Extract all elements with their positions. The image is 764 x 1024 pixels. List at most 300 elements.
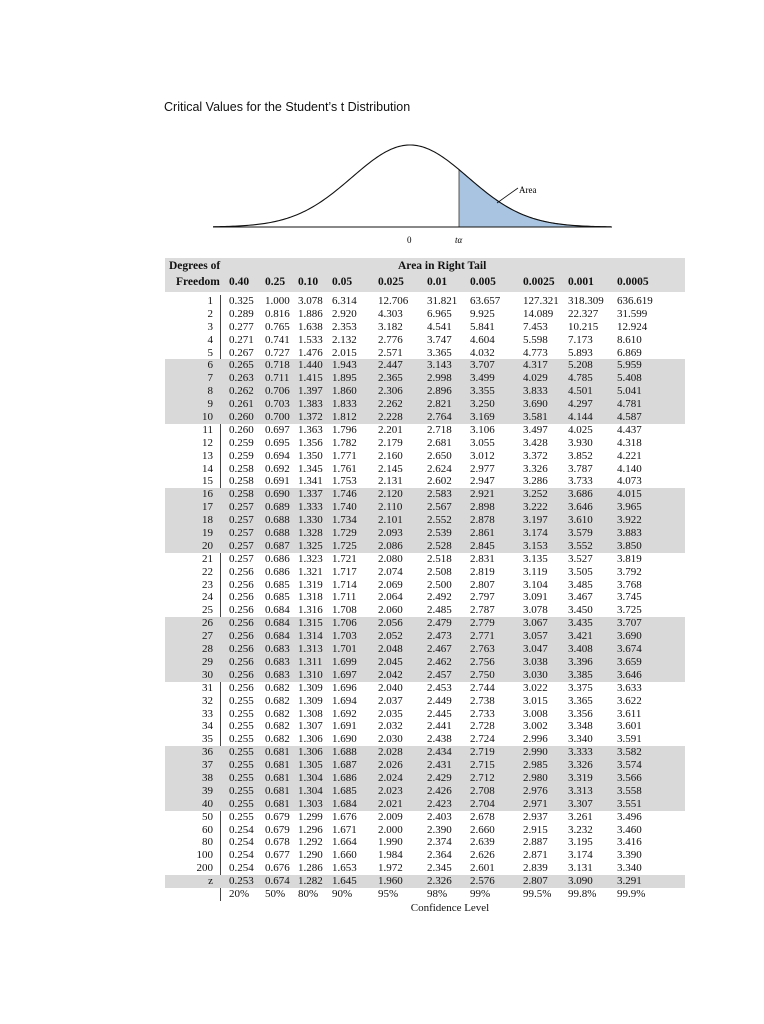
value-cell: 1.701 (332, 643, 357, 656)
value-cell: 1.729 (332, 527, 357, 540)
df-cell: 10 (202, 411, 213, 424)
value-cell: 3.610 (568, 514, 593, 527)
value-cell: 3.197 (523, 514, 548, 527)
value-cell: 1.687 (332, 759, 357, 772)
value-cell: 1.703 (332, 630, 357, 643)
table-row (165, 824, 685, 837)
table-row (165, 566, 685, 579)
value-cell: 0.683 (265, 643, 290, 656)
value-cell: 3.582 (617, 746, 642, 759)
table-row (165, 527, 685, 540)
df-cell: 8 (207, 385, 213, 398)
value-cell: 0.265 (229, 359, 254, 372)
df-cell: 7 (207, 372, 213, 385)
value-cell: 2.479 (427, 617, 452, 630)
value-cell: 2.426 (427, 784, 452, 797)
value-cell: 0.697 (265, 423, 290, 436)
value-cell: 3.390 (617, 849, 642, 862)
df-cell: 25 (202, 604, 213, 617)
value-cell: 2.069 (378, 578, 403, 591)
value-cell: 3.416 (617, 836, 642, 849)
value-cell: 0.257 (229, 501, 254, 514)
value-cell: 2.434 (427, 746, 452, 759)
value-cell: 2.056 (378, 617, 403, 630)
value-cell: 0.256 (229, 565, 254, 578)
value-cell: 2.000 (378, 823, 403, 836)
value-cell: 0.682 (265, 681, 290, 694)
value-cell: 1.282 (298, 875, 323, 888)
value-cell: 0.256 (229, 655, 254, 668)
value-cell: 2.624 (427, 462, 452, 475)
df-cell: 60 (202, 823, 213, 836)
value-cell: 2.660 (470, 823, 495, 836)
table-row (165, 372, 685, 385)
value-cell: 1.960 (378, 875, 403, 888)
value-cell: 2.228 (378, 411, 403, 424)
value-cell: 2.353 (332, 320, 357, 333)
value-cell: 1.290 (298, 849, 323, 862)
value-cell: 2.976 (523, 784, 548, 797)
value-cell: 2.626 (470, 849, 495, 862)
table-row (165, 347, 685, 360)
value-cell: 3.527 (568, 552, 593, 565)
value-cell: 2.179 (378, 436, 403, 449)
value-cell: 0.256 (229, 591, 254, 604)
value-cell: 2.528 (427, 539, 452, 552)
table-row (165, 682, 685, 695)
value-cell: 5.208 (568, 359, 593, 372)
df-cell: 20 (202, 539, 213, 552)
value-cell: 3.057 (523, 630, 548, 643)
value-cell: 1.397 (298, 385, 323, 398)
value-cell: 3.375 (568, 681, 593, 694)
value-cell: 3.135 (523, 552, 548, 565)
confidence-level: 99.9% (617, 887, 646, 900)
table-row (165, 540, 685, 553)
value-cell: 3.012 (470, 449, 495, 462)
table-row (165, 720, 685, 733)
value-cell: 2.390 (427, 823, 452, 836)
table-row (165, 656, 685, 669)
value-cell: 0.674 (265, 875, 290, 888)
value-cell: 0.718 (265, 359, 290, 372)
value-cell: 31.821 (427, 295, 458, 307)
table-body (165, 295, 685, 901)
value-cell: 0.682 (265, 694, 290, 707)
df-cell: 28 (202, 643, 213, 656)
table-row (165, 630, 685, 643)
value-cell: 1.533 (298, 333, 323, 346)
value-cell: 2.539 (427, 527, 452, 540)
value-cell: 2.060 (378, 604, 403, 617)
value-cell: 2.712 (470, 771, 495, 784)
col-header: 0.25 (265, 276, 286, 288)
df-cell: 1 (207, 295, 213, 307)
value-cell: 0.256 (229, 681, 254, 694)
value-cell: 3.022 (523, 681, 548, 694)
value-cell: 2.086 (378, 539, 403, 552)
value-cell: 0.255 (229, 810, 254, 823)
value-cell: 4.317 (523, 359, 548, 372)
value-cell: 2.971 (523, 797, 548, 810)
value-cell: 1.761 (332, 462, 357, 475)
value-cell: 3.852 (568, 449, 593, 462)
value-cell: 4.029 (523, 372, 548, 385)
value-cell: 1.725 (332, 539, 357, 552)
value-cell: 12.924 (617, 320, 648, 333)
value-cell: 4.144 (568, 411, 593, 424)
value-cell: 1.691 (332, 720, 357, 733)
col-header: 0.0005 (617, 276, 649, 288)
value-cell: 2.326 (427, 875, 452, 888)
table-row (165, 875, 685, 888)
value-cell: 1.323 (298, 552, 323, 565)
value-cell: 2.937 (523, 810, 548, 823)
value-cell: 6.965 (427, 307, 452, 320)
value-cell: 0.691 (265, 475, 290, 488)
value-cell: 5.041 (617, 385, 642, 398)
value-cell: 2.429 (427, 771, 452, 784)
value-cell: 2.145 (378, 462, 403, 475)
table-rows (165, 295, 685, 888)
df-cell: 36 (202, 746, 213, 759)
value-cell: 1.306 (298, 746, 323, 759)
value-cell: 31.599 (617, 307, 648, 320)
value-cell: 3.313 (568, 784, 593, 797)
value-cell: 2.807 (470, 578, 495, 591)
value-cell: 3.450 (568, 604, 593, 617)
value-cell: 3.030 (523, 668, 548, 681)
value-cell: 3.261 (568, 810, 593, 823)
confidence-level: 90% (332, 887, 353, 900)
value-cell: 3.467 (568, 591, 593, 604)
value-cell: 2.026 (378, 759, 403, 772)
value-cell: 3.078 (523, 604, 548, 617)
value-cell: 2.718 (427, 423, 452, 436)
value-cell: 2.583 (427, 488, 452, 501)
table-row (165, 708, 685, 721)
value-cell: 1.318 (298, 591, 323, 604)
value-cell: 4.032 (470, 346, 495, 359)
value-cell: 3.355 (470, 385, 495, 398)
t-distribution-figure (0, 0, 764, 260)
table-row (165, 424, 685, 437)
value-cell: 7.453 (523, 320, 548, 333)
value-cell: 2.724 (470, 733, 495, 746)
value-cell: 2.052 (378, 630, 403, 643)
table-row (165, 488, 685, 501)
df-cell: 27 (202, 630, 213, 643)
value-cell: 0.259 (229, 436, 254, 449)
value-cell: 3.646 (617, 668, 642, 681)
table-row (165, 385, 685, 398)
value-cell: 3.659 (617, 655, 642, 668)
value-cell: 1.721 (332, 552, 357, 565)
df-cell: 9 (207, 398, 213, 411)
value-cell: 0.255 (229, 771, 254, 784)
df-cell: 18 (202, 514, 213, 527)
value-cell: 2.518 (427, 552, 452, 565)
value-cell: 1.688 (332, 746, 357, 759)
value-cell: 3.169 (470, 411, 495, 424)
table-row (165, 450, 685, 463)
value-cell: 2.947 (470, 475, 495, 488)
area-label: Area (519, 185, 537, 195)
confidence-level: 95% (378, 887, 399, 900)
value-cell: 3.090 (568, 875, 593, 888)
value-cell: 2.980 (523, 771, 548, 784)
value-cell: 4.541 (427, 320, 452, 333)
value-cell: 1.328 (298, 527, 323, 540)
value-cell: 0.258 (229, 475, 254, 488)
value-cell: 2.756 (470, 655, 495, 668)
value-cell: 0.256 (229, 630, 254, 643)
value-cell: 3.319 (568, 771, 593, 784)
value-cell: 3.622 (617, 694, 642, 707)
value-cell: 2.650 (427, 449, 452, 462)
value-cell: 0.267 (229, 346, 254, 359)
table-row (165, 643, 685, 656)
value-cell: 2.042 (378, 668, 403, 681)
value-cell: 2.045 (378, 655, 403, 668)
value-cell: 0.261 (229, 398, 254, 411)
value-cell: 6.314 (332, 295, 357, 307)
table-row (165, 514, 685, 527)
value-cell: 1.697 (332, 668, 357, 681)
value-cell: 2.845 (470, 539, 495, 552)
value-cell: 0.682 (265, 720, 290, 733)
value-cell: 2.763 (470, 643, 495, 656)
value-cell: 3.566 (617, 771, 642, 784)
value-cell: 4.015 (617, 488, 642, 501)
value-cell: 4.587 (617, 411, 642, 424)
value-cell: 0.257 (229, 514, 254, 527)
value-cell: 0.255 (229, 746, 254, 759)
value-cell: 3.326 (568, 759, 593, 772)
value-cell: 1.316 (298, 604, 323, 617)
value-cell: 3.686 (568, 488, 593, 501)
value-cell: 2.920 (332, 307, 357, 320)
value-cell: 1.645 (332, 875, 357, 888)
value-cell: 2.201 (378, 423, 403, 436)
value-cell: 3.747 (427, 333, 452, 346)
value-cell: 3.055 (470, 436, 495, 449)
value-cell: 2.704 (470, 797, 495, 810)
col-header: 0.10 (298, 276, 319, 288)
df-cell: 16 (202, 488, 213, 501)
value-cell: 2.776 (378, 333, 403, 346)
value-cell: 1.383 (298, 398, 323, 411)
table-row (165, 746, 685, 759)
df-cell: 22 (202, 565, 213, 578)
value-cell: 0.685 (265, 591, 290, 604)
value-cell: 1.833 (332, 398, 357, 411)
value-cell: 4.073 (617, 475, 642, 488)
value-cell: 3.195 (568, 836, 593, 849)
value-cell: 2.567 (427, 501, 452, 514)
value-cell: 2.764 (427, 411, 452, 424)
value-cell: 2.093 (378, 527, 403, 540)
value-cell: 1.943 (332, 359, 357, 372)
value-cell: 1.708 (332, 604, 357, 617)
table-row (165, 772, 685, 785)
value-cell: 2.839 (523, 862, 548, 875)
value-cell: 0.684 (265, 604, 290, 617)
zero-label: 0 (407, 235, 412, 245)
value-cell: 1.812 (332, 411, 357, 424)
value-cell: 1.315 (298, 617, 323, 630)
value-cell: 3.340 (568, 733, 593, 746)
value-cell: 2.024 (378, 771, 403, 784)
value-cell: 3.768 (617, 578, 642, 591)
value-cell: 1.660 (332, 849, 357, 862)
value-cell: 3.965 (617, 501, 642, 514)
value-cell: 1.306 (298, 733, 323, 746)
value-cell: 3.883 (617, 527, 642, 540)
table-row (165, 411, 685, 424)
value-cell: 2.453 (427, 681, 452, 694)
value-cell: 2.035 (378, 707, 403, 720)
value-cell: 1.307 (298, 720, 323, 733)
value-cell: 3.104 (523, 578, 548, 591)
value-cell: 2.457 (427, 668, 452, 681)
value-cell: 0.257 (229, 527, 254, 540)
value-cell: 0.289 (229, 307, 254, 320)
value-cell: 3.174 (523, 527, 548, 540)
value-cell: 3.690 (617, 630, 642, 643)
df-cell: 15 (202, 475, 213, 488)
value-cell: 2.871 (523, 849, 548, 862)
value-cell: 0.687 (265, 539, 290, 552)
value-cell: 0.254 (229, 836, 254, 849)
value-cell: 2.110 (378, 501, 403, 514)
value-cell: 2.887 (523, 836, 548, 849)
value-cell: 2.996 (523, 733, 548, 746)
value-cell: 0.694 (265, 449, 290, 462)
value-cell: 0.259 (229, 449, 254, 462)
value-cell: 7.173 (568, 333, 593, 346)
value-cell: 2.462 (427, 655, 452, 668)
table-row (165, 553, 685, 566)
value-cell: 2.552 (427, 514, 452, 527)
value-cell: 0.256 (229, 668, 254, 681)
df-cell: 2 (207, 307, 213, 320)
table-row (165, 798, 685, 811)
value-cell: 2.821 (427, 398, 452, 411)
value-cell: 0.681 (265, 746, 290, 759)
confidence-label: Confidence Level (410, 901, 490, 914)
value-cell: 3.385 (568, 668, 593, 681)
table-row (165, 862, 685, 875)
value-cell: 0.695 (265, 436, 290, 449)
value-cell: 0.677 (265, 849, 290, 862)
confidence-row (165, 888, 685, 901)
value-cell: 2.771 (470, 630, 495, 643)
confidence-level: 98% (427, 887, 448, 900)
value-cell: 1.345 (298, 462, 323, 475)
col-header: 0.05 (332, 276, 353, 288)
value-cell: 14.089 (523, 307, 554, 320)
value-cell: 3.435 (568, 617, 593, 630)
value-cell: 5.841 (470, 320, 495, 333)
value-cell: 1.310 (298, 668, 323, 681)
value-cell: 0.256 (229, 604, 254, 617)
value-cell: 3.460 (617, 823, 642, 836)
table-row (165, 321, 685, 334)
value-cell: 3.833 (523, 385, 548, 398)
value-cell: 2.101 (378, 514, 403, 527)
value-cell: 63.657 (470, 295, 501, 307)
t-table (165, 258, 685, 914)
df-cell: 17 (202, 501, 213, 514)
value-cell: 0.262 (229, 385, 254, 398)
table-row (165, 295, 685, 308)
page-title: Critical Values for the Student’s t Distribution (164, 100, 411, 114)
right-tail-area (459, 170, 612, 227)
value-cell: 1.782 (332, 436, 357, 449)
value-cell: 1.734 (332, 514, 357, 527)
df-cell: 40 (202, 797, 213, 810)
df-cell: 11 (202, 423, 213, 436)
value-cell: 1.303 (298, 797, 323, 810)
value-cell: 2.921 (470, 488, 495, 501)
value-cell: 1.321 (298, 565, 323, 578)
value-cell: 2.021 (378, 797, 403, 810)
value-cell: 5.408 (617, 372, 642, 385)
table-row (165, 398, 685, 411)
value-cell: 3.365 (427, 346, 452, 359)
value-cell: 1.476 (298, 346, 323, 359)
confidence-level: 99.5% (523, 887, 552, 900)
value-cell: 0.688 (265, 527, 290, 540)
value-cell: 2.896 (427, 385, 452, 398)
value-cell: 1.363 (298, 423, 323, 436)
value-cell: 1.671 (332, 823, 357, 836)
value-cell: 1.292 (298, 836, 323, 849)
value-cell: 2.492 (427, 591, 452, 604)
value-cell: 1.990 (378, 836, 403, 849)
value-cell: 2.681 (427, 436, 452, 449)
value-cell: 3.143 (427, 359, 452, 372)
df-cell: 39 (202, 784, 213, 797)
value-cell: 1.313 (298, 643, 323, 656)
value-cell: 1.895 (332, 372, 357, 385)
value-cell: 2.602 (427, 475, 452, 488)
value-cell: 8.610 (617, 333, 642, 346)
value-cell: 2.365 (378, 372, 403, 385)
value-cell: 1.753 (332, 475, 357, 488)
value-cell: 3.008 (523, 707, 548, 720)
value-cell: 1.440 (298, 359, 323, 372)
value-cell: 2.576 (470, 875, 495, 888)
df-cell: 32 (202, 694, 213, 707)
value-cell: 1.714 (332, 578, 357, 591)
value-cell: 2.601 (470, 862, 495, 875)
value-cell: 1.694 (332, 694, 357, 707)
value-cell: 3.250 (470, 398, 495, 411)
value-cell: 0.682 (265, 707, 290, 720)
value-cell: 5.959 (617, 359, 642, 372)
value-cell: 0.325 (229, 295, 254, 307)
value-cell: 0.681 (265, 771, 290, 784)
value-cell: 1.699 (332, 655, 357, 668)
table-row (165, 334, 685, 347)
value-cell: 1.341 (298, 475, 323, 488)
value-cell: 1.972 (378, 862, 403, 875)
df-cell: z (208, 875, 213, 888)
df-cell: 26 (202, 617, 213, 630)
value-cell: 3.690 (523, 398, 548, 411)
